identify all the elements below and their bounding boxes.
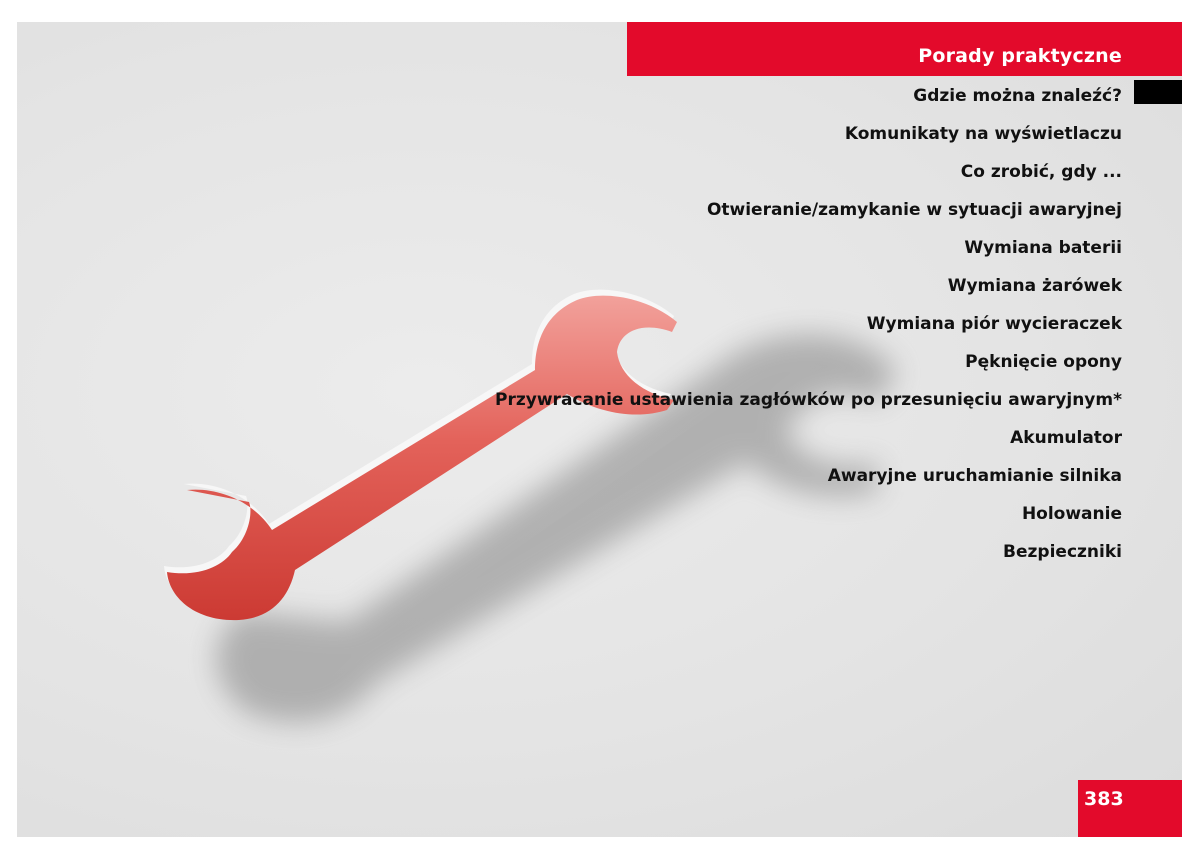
toc-item-wymiana-zarowek[interactable]: Wymiana żarówek <box>947 276 1122 296</box>
toc-item-awaryjne-uruchamianie[interactable]: Awaryjne uruchamianie silnika <box>827 466 1122 486</box>
toc-item-zaglowki[interactable]: Przywracanie ustawienia zagłówków po przesunięciu awaryjnym* <box>495 390 1122 410</box>
toc-item-komunikaty[interactable]: Komunikaty na wyświetlaczu <box>844 124 1122 144</box>
toc-item-co-zrobic[interactable]: Co zrobić, gdy ... <box>960 162 1122 182</box>
toc-item-gdzie-mozna-znalezc[interactable]: Gdzie można znaleźć? <box>913 86 1122 106</box>
toc-item-otwieranie-zamykanie[interactable]: Otwieranie/zamykanie w sytuacji awaryjnej <box>706 200 1122 220</box>
toc-item-akumulator[interactable]: Akumulator <box>1010 428 1122 448</box>
toc-item-wymiana-baterii[interactable]: Wymiana baterii <box>964 238 1122 258</box>
toc-item-wymiana-pior[interactable]: Wymiana piór wycieraczek <box>866 314 1122 334</box>
toc-item-pekniecie-opony[interactable]: Pęknięcie opony <box>965 352 1122 372</box>
page-number: 383 <box>1084 788 1124 810</box>
section-title: Porady praktyczne <box>918 45 1122 67</box>
page-number-box <box>1078 780 1182 837</box>
section-header-bar <box>627 22 1182 76</box>
toc-item-holowanie[interactable]: Holowanie <box>1021 504 1122 524</box>
active-section-marker <box>1134 80 1182 104</box>
manual-page <box>17 22 1182 837</box>
table-of-contents <box>495 84 1122 578</box>
toc-item-bezpieczniki[interactable]: Bezpieczniki <box>1003 542 1122 562</box>
